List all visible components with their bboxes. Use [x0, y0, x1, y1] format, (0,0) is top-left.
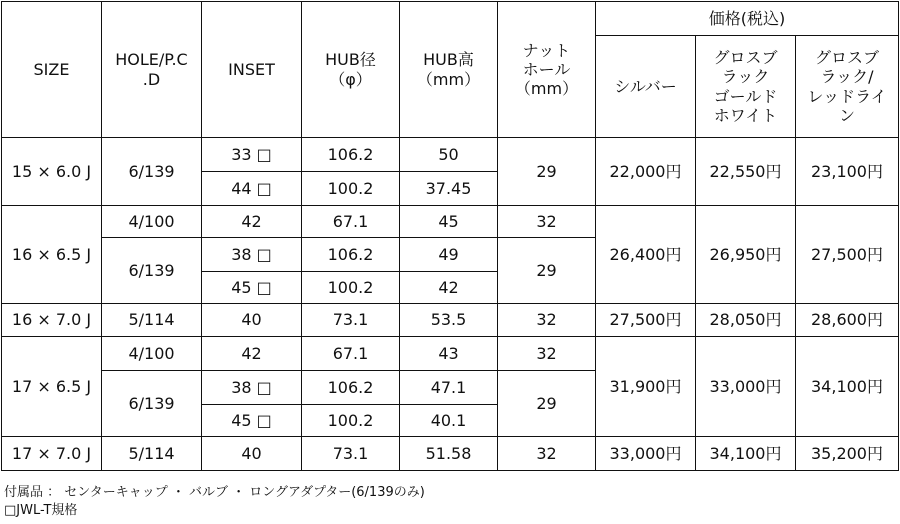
size-cell: 16 × 7.0 J	[2, 304, 102, 337]
pcd-cell: 6/139	[102, 138, 202, 206]
hub-height-cell: 37.45	[400, 172, 498, 206]
header-hole-pcd: HOLE/P.C .D	[102, 2, 202, 138]
hub-height-cell: 53.5	[400, 304, 498, 337]
inset-cell: 38 □	[202, 371, 302, 405]
nut-hole-cell: 32	[498, 437, 596, 471]
hub-height-cell: 43	[400, 337, 498, 371]
table-row	[2, 206, 899, 238]
price-gold-white-cell: 22,550円	[696, 138, 796, 206]
size-cell: 17 × 7.0 J	[2, 437, 102, 471]
header-hub-diameter: HUB径 （φ）	[302, 2, 400, 138]
price-gold-white-cell: 33,000円	[696, 337, 796, 437]
hub-height-cell: 40.1	[400, 405, 498, 437]
pcd-cell: 5/114	[102, 304, 202, 337]
inset-cell: 44 □	[202, 172, 302, 206]
table-row	[2, 304, 899, 337]
wheel-spec-table	[1, 1, 899, 471]
pcd-cell: 6/139	[102, 238, 202, 304]
nut-hole-cell: 32	[498, 304, 596, 337]
table-row	[2, 437, 899, 471]
nut-hole-cell: 29	[498, 138, 596, 206]
hub-height-cell: 42	[400, 272, 498, 304]
table-row	[2, 138, 899, 172]
footnotes	[4, 484, 425, 520]
pcd-cell: 5/114	[102, 437, 202, 471]
table-row	[2, 337, 899, 371]
price-redline-cell: 34,100円	[796, 337, 899, 437]
price-redline-cell: 27,500円	[796, 206, 899, 304]
hub-diameter-cell: 73.1	[302, 437, 400, 471]
price-redline-cell: 28,600円	[796, 304, 899, 337]
hub-height-cell: 50	[400, 138, 498, 172]
nut-hole-cell: 32	[498, 337, 596, 371]
header-price-gloss-black-gold-white: グロスブ ラック ゴールド ホワイト	[696, 36, 796, 138]
accessories-note: 付属品 ： センターキャップ ・ バルブ ・ ロングアダプター(6/139のみ)	[4, 485, 425, 500]
price-silver-cell: 22,000円	[596, 138, 696, 206]
hub-diameter-cell: 100.2	[302, 272, 400, 304]
header-price-silver: シルバー	[596, 36, 696, 138]
pcd-cell: 4/100	[102, 337, 202, 371]
inset-cell: 33 □	[202, 138, 302, 172]
price-gold-white-cell: 26,950円	[696, 206, 796, 304]
nut-hole-cell: 32	[498, 206, 596, 238]
size-cell: 15 × 6.0 J	[2, 138, 102, 206]
hub-height-cell: 45	[400, 206, 498, 238]
inset-cell: 40	[202, 437, 302, 471]
hub-height-cell: 51.58	[400, 437, 498, 471]
price-silver-cell: 26,400円	[596, 206, 696, 304]
hub-height-cell: 47.1	[400, 371, 498, 405]
hub-diameter-cell: 106.2	[302, 371, 400, 405]
hub-diameter-cell: 67.1	[302, 337, 400, 371]
price-silver-cell: 27,500円	[596, 304, 696, 337]
hub-diameter-cell: 106.2	[302, 238, 400, 272]
inset-cell: 45 □	[202, 272, 302, 304]
price-redline-cell: 23,100円	[796, 138, 899, 206]
header-price: 価格(税込)	[596, 2, 899, 36]
inset-cell: 38 □	[202, 238, 302, 272]
size-cell: 16 × 6.5 J	[2, 206, 102, 304]
hub-diameter-cell: 100.2	[302, 172, 400, 206]
price-redline-cell: 35,200円	[796, 437, 899, 471]
header-hub-height: HUB高 （mm）	[400, 2, 498, 138]
hub-diameter-cell: 73.1	[302, 304, 400, 337]
inset-cell: 42	[202, 337, 302, 371]
header-price-gloss-black-redline: グロスブ ラック/ レッドライ ン	[796, 36, 899, 138]
header-nut-hole: ナット ホール （mm）	[498, 2, 596, 138]
inset-cell: 40	[202, 304, 302, 337]
pcd-cell: 4/100	[102, 206, 202, 238]
inset-cell: 42	[202, 206, 302, 238]
hub-diameter-cell: 67.1	[302, 206, 400, 238]
price-silver-cell: 31,900円	[596, 337, 696, 437]
nut-hole-cell: 29	[498, 238, 596, 304]
nut-hole-cell: 29	[498, 371, 596, 437]
price-silver-cell: 33,000円	[596, 437, 696, 471]
header-size: SIZE	[2, 2, 102, 138]
jwl-note: □JWL-T規格	[4, 503, 78, 518]
hub-diameter-cell: 100.2	[302, 405, 400, 437]
hub-diameter-cell: 106.2	[302, 138, 400, 172]
pcd-cell: 6/139	[102, 371, 202, 437]
header-inset: INSET	[202, 2, 302, 138]
price-gold-white-cell: 28,050円	[696, 304, 796, 337]
inset-cell: 45 □	[202, 405, 302, 437]
size-cell: 17 × 6.5 J	[2, 337, 102, 437]
price-gold-white-cell: 34,100円	[696, 437, 796, 471]
hub-height-cell: 49	[400, 238, 498, 272]
